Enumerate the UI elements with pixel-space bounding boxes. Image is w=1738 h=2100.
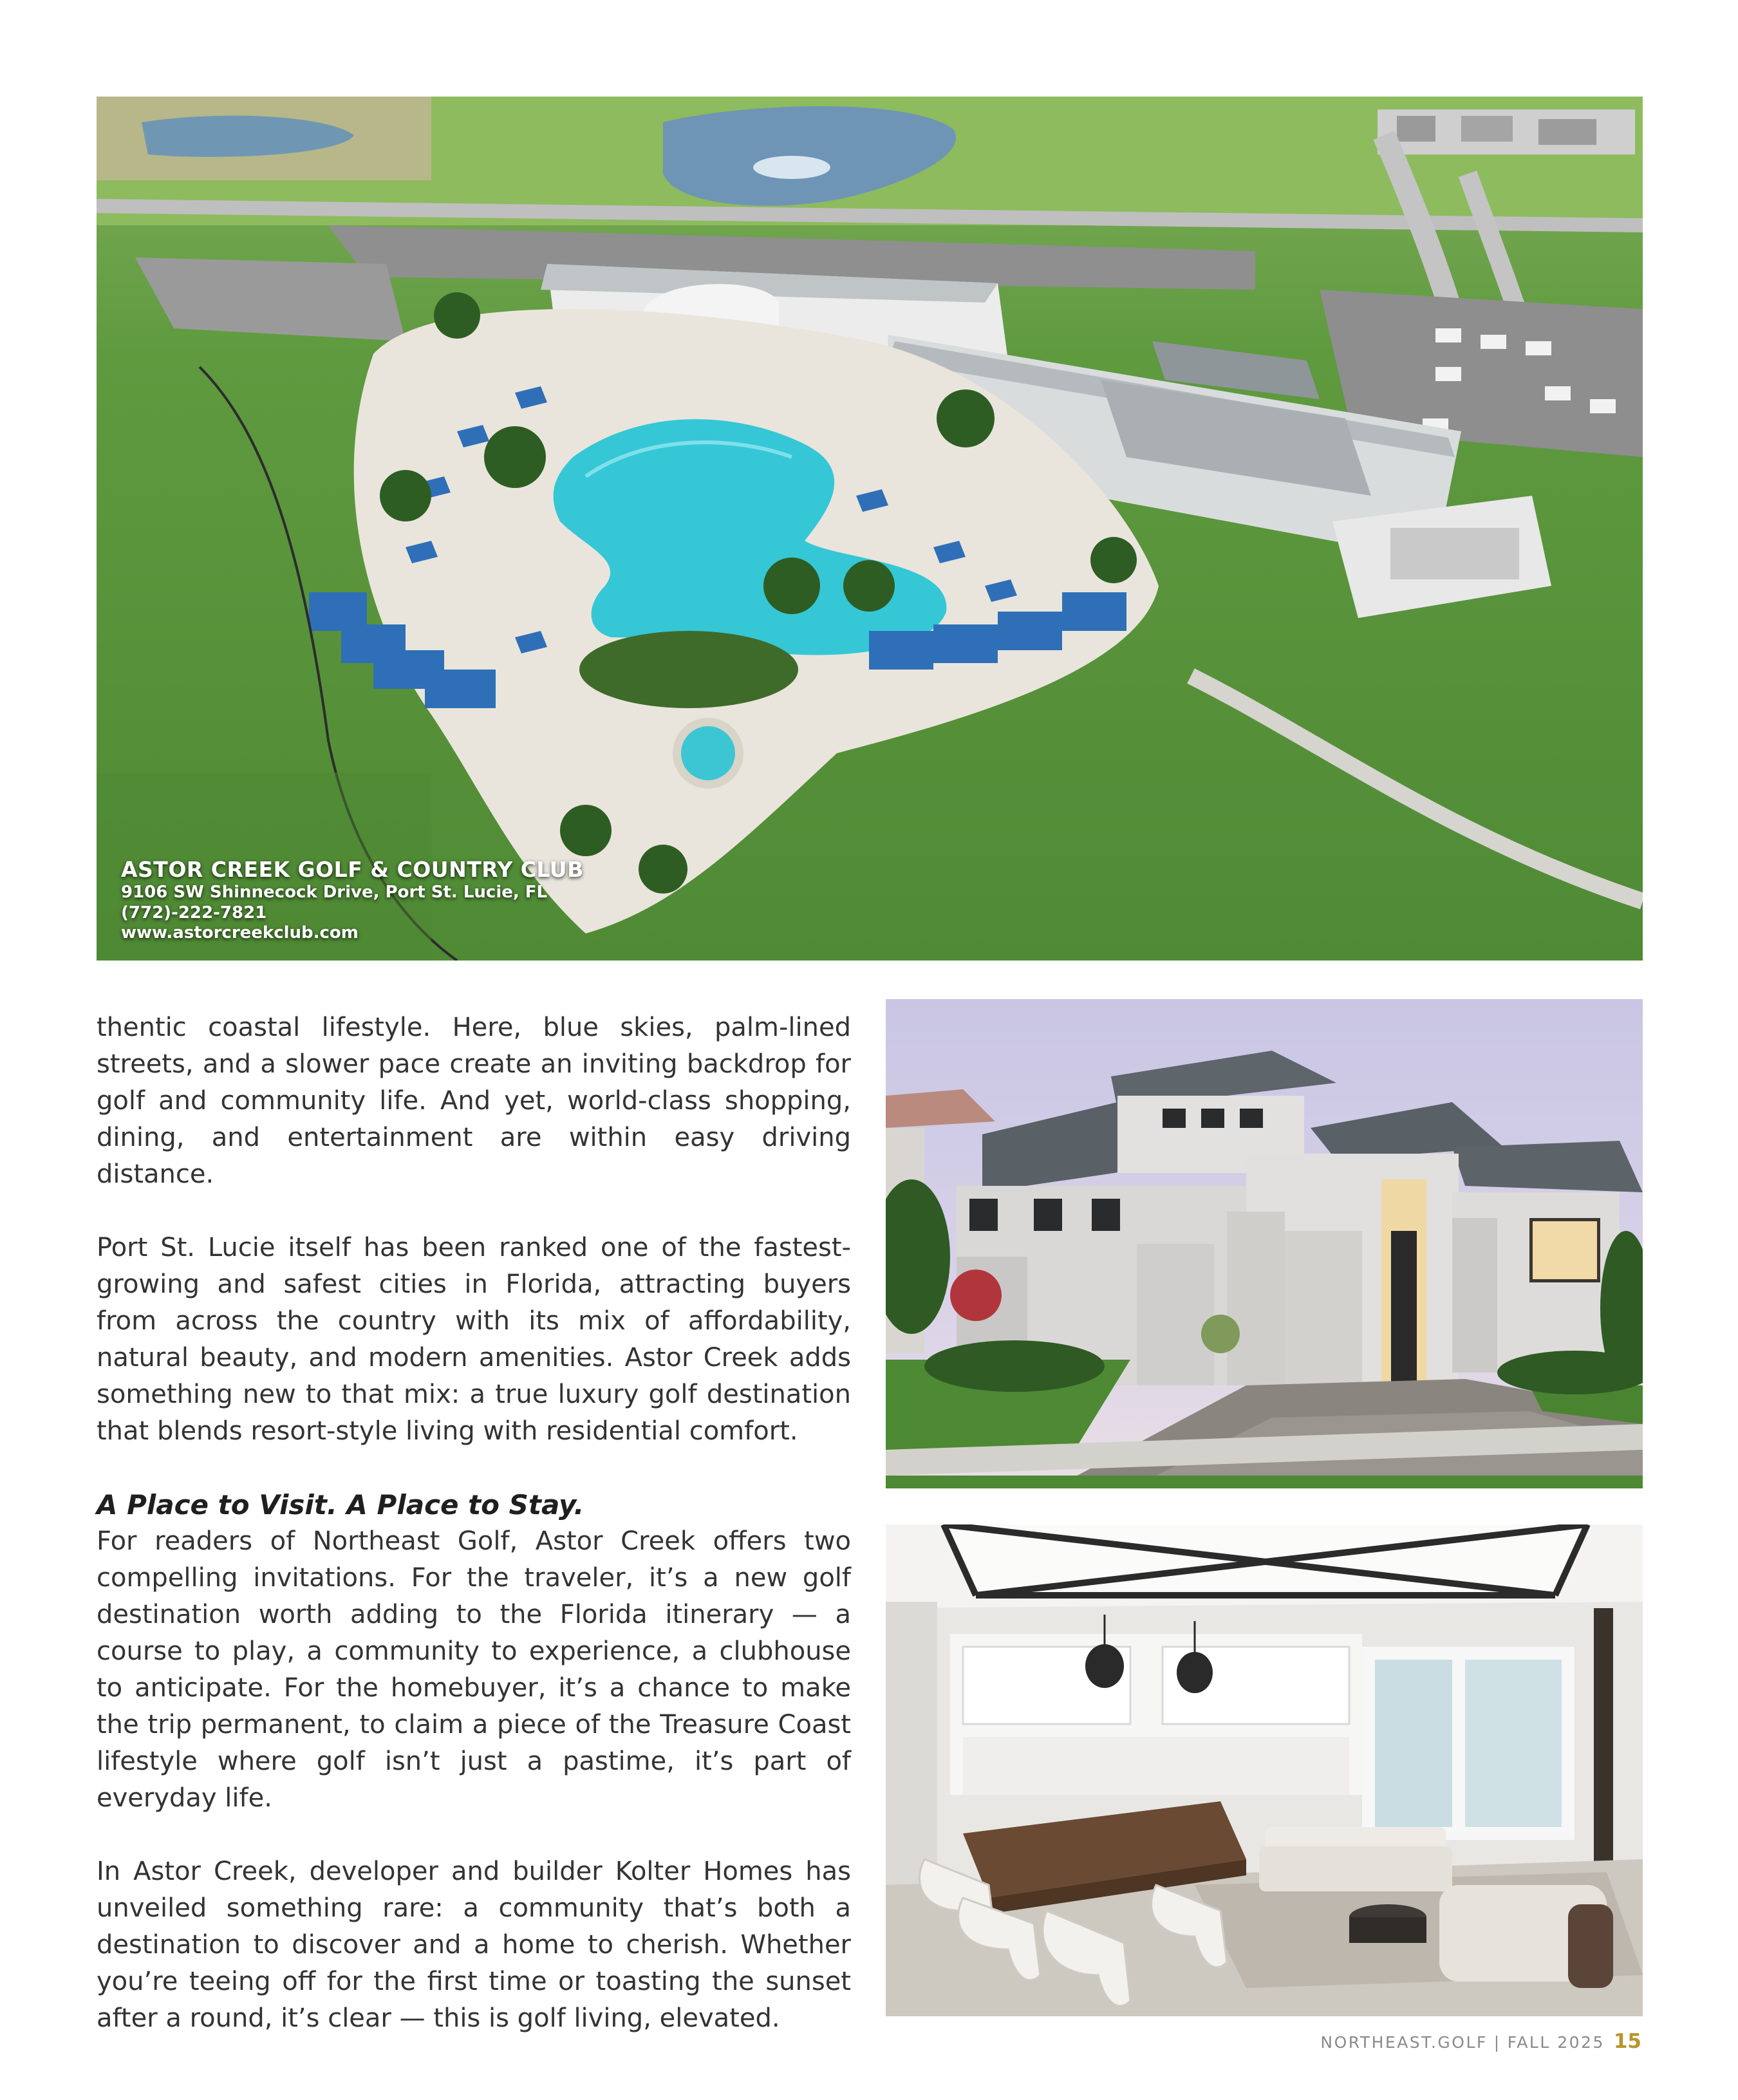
- article-paragraph: For readers of Northeast Golf, Astor Creek offers two compelling invitations. For the traveler, it’s a new golf destination worth adding to the Florida itinerary — a course to play, a community to experience, a clubhouse to anticipate. For the homebuyer, it’s a chance to make the trip permanent, to claim a piece of the Treasure Coast lifestyle where golf isn’t just a pastime, it’s part of everyday life.: [97, 1526, 851, 1813]
- caption-phone: (772)-222-7821: [121, 903, 267, 923]
- photo-caption: [121, 857, 584, 944]
- aerial-illustration: [97, 97, 1643, 961]
- article-subheading: A Place to Visit. A Place to Stay.: [97, 1489, 584, 1521]
- article-body: [97, 1009, 851, 2037]
- issue-label: FALL 2025: [1507, 2033, 1605, 2052]
- home-interior-photo: [886, 1524, 1643, 2016]
- article-paragraph: thentic coastal lifestyle. Here, blue skies, palm-lined streets, and a slower pace create an inviting backdrop for golf and community life. And yet, world-class shopping, dining, and entertainment are within easy driving distance.: [97, 1013, 851, 1189]
- aerial-clubhouse-photo: [97, 97, 1643, 961]
- caption-address: 9106 SW Shinnecock Drive, Port St. Lucie, FL: [121, 882, 548, 902]
- page-footer: [1320, 2030, 1641, 2053]
- caption-title: ASTOR CREEK GOLF & COUNTRY CLUB: [121, 856, 584, 882]
- page-number: 15: [1613, 2030, 1641, 2053]
- caption-website[interactable]: www.astorcreekclub.com: [121, 923, 359, 943]
- article-paragraph: Port St. Lucie itself has been ranked one of the fastest-growing and safest cities in Florida, attracting buyers from across the country with its mix of affordability, natural beauty, and modern amenities. Astor Creek adds something new to that mix: a true luxury golf destination that blends resort-style living with residential comfort.: [97, 1233, 851, 1446]
- home-exterior-photo: [886, 999, 1643, 1488]
- publication-name: NORTHEAST.GOLF: [1320, 2033, 1488, 2052]
- home-interior-illustration: [886, 1524, 1643, 2016]
- footer-separator: |: [1493, 2033, 1501, 2052]
- home-exterior-illustration: [886, 999, 1643, 1488]
- article-paragraph: In Astor Creek, developer and builder Kolter Homes has unveiled something rare: a community that’s both a destination to discover and a home to cherish. Whether you’re teeing off for the first time or toasting the sunset after a round, it’s clear — this is golf living, elevated.: [97, 1857, 851, 2033]
